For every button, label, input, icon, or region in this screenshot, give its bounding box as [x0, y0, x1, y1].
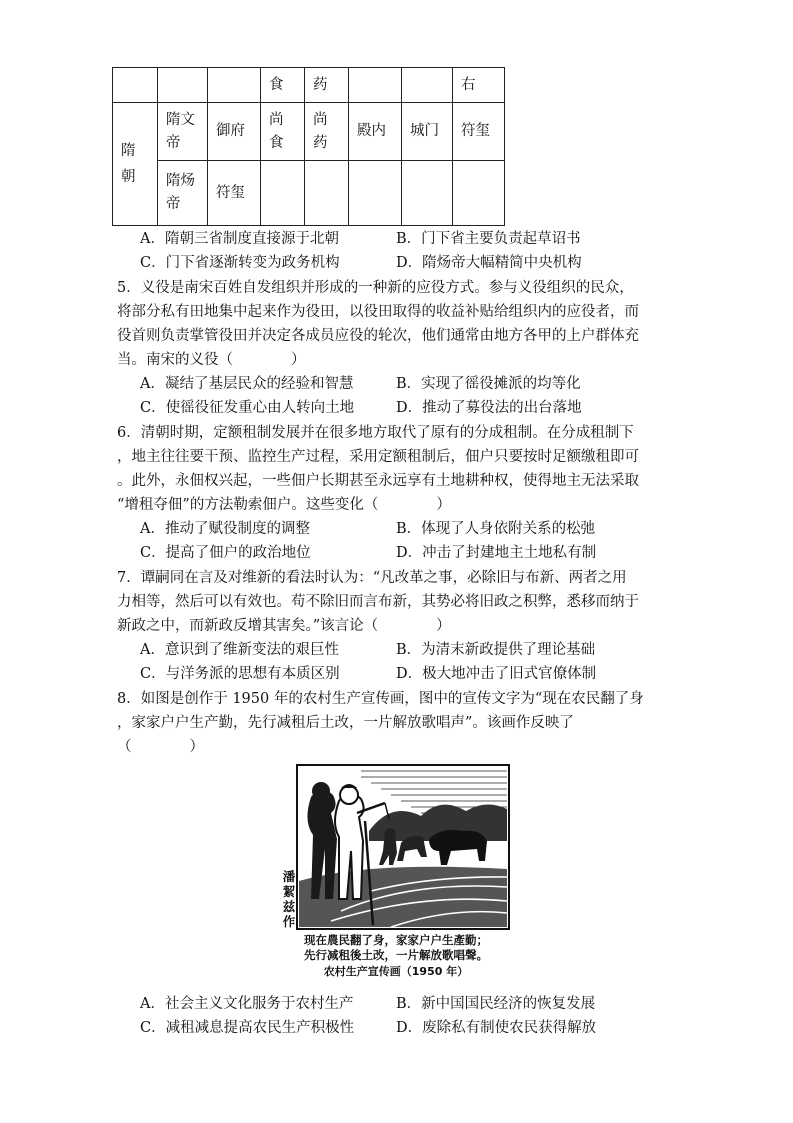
table-cell — [402, 161, 453, 226]
q7-option-b[interactable]: B．为清末新政提供了理论基础 — [396, 642, 596, 658]
table-cell: 殿内 — [349, 103, 402, 161]
q6-option-b[interactable]: B．体现了人身依附关系的松弛 — [396, 521, 596, 537]
dynasty-label: 隋朝 — [121, 143, 136, 185]
author-char: 作 — [282, 914, 296, 929]
table-row — [113, 161, 505, 226]
q8-option-c[interactable]: C．减租减息提高农民生产积极性 — [140, 1020, 355, 1036]
table-cell: 符玺 — [453, 103, 505, 161]
table-row — [113, 103, 505, 161]
q8-stem-line: 8．如图是创作于 1950 年的农村生产宣传画，图中的宣传文字为“现在农民翻了身 — [117, 691, 644, 707]
q4-option-a[interactable]: A．隋朝三省制度直接源于北朝 — [140, 231, 339, 247]
author-char: 潘 — [282, 869, 296, 884]
poster-caption-line: 先行减租後土改，一片解放歌唱聲。 — [304, 948, 488, 962]
table-cell — [349, 161, 402, 226]
q5-option-d[interactable]: D．推动了募役法的出台落地 — [396, 400, 582, 416]
emperor-label: 隋炀帝 — [166, 173, 195, 212]
table-cell — [158, 68, 208, 103]
q5-option-b[interactable]: B．实现了徭役摊派的均等化 — [396, 376, 581, 392]
q5-stem-line: 将部分私有田地集中起来作为役田，以役田取得的收益补贴给组织内的应役者，而 — [117, 304, 639, 320]
q7-stem-line: 7．谭嗣同在言及对维新的看法时认为：“凡改革之事，必除旧与布新、两者之用 — [117, 570, 627, 586]
q8-option-d[interactable]: D．废除私有制使农民获得解放 — [396, 1020, 597, 1036]
table-cell — [158, 161, 208, 226]
table-cell: 食 — [261, 68, 305, 103]
author-char: 兹 — [282, 899, 296, 914]
q4-option-b[interactable]: B．门下省主要负责起草诏书 — [396, 231, 581, 247]
q5-stem-line: 当。南宋的义役（ ） — [117, 352, 306, 368]
q4-option-c[interactable]: C．门下省逐渐转变为政务机构 — [140, 255, 340, 271]
q4-option-d[interactable]: D．隋炀帝大幅精简中央机构 — [396, 255, 582, 271]
table-cell — [402, 68, 453, 103]
q8-option-b[interactable]: B．新中国国民经济的恢复发展 — [396, 996, 596, 1012]
q5-option-a[interactable]: A．凝结了基层民众的经验和智慧 — [140, 376, 354, 392]
q7-option-d[interactable]: D．极大地冲击了旧式官僚体制 — [396, 666, 597, 682]
q6-stem-line: “增租夺佃”的方法勒索佃户。这些变化（ ） — [117, 497, 451, 513]
q8-stem-line: （ ） — [117, 739, 204, 755]
poster-woodcut-illustration — [281, 761, 511, 931]
q6-stem-line: ，地主往往要干预、监控生产过程，采用定额租制后，佃户只要按时足额缴租即可 — [117, 449, 639, 465]
q6-option-a[interactable]: A．推动了赋役制度的调整 — [140, 521, 310, 537]
table-cell: 右 — [453, 68, 505, 103]
q7-stem-line: 新政之中，而新政反增其害矣。”该言论（ ） — [117, 618, 451, 634]
q6-stem-line: 。此外，永佃权兴起，一些佃户长期甚至永远享有土地耕种权，使得地主无法采取 — [117, 473, 639, 489]
table-cell: 城门 — [402, 103, 453, 161]
cell-text: 尚食 — [269, 111, 284, 151]
emperor-label: 隋文帝 — [166, 111, 195, 151]
q5-option-c[interactable]: C．使徭役征发重心由人转向土地 — [140, 400, 355, 416]
poster-author-signature — [281, 869, 297, 929]
q8-option-a[interactable]: A．社会主义文化服务于农村生产 — [140, 996, 354, 1012]
table-cell — [261, 103, 305, 161]
q6-option-d[interactable]: D．冲击了封建地主土地私有制 — [396, 545, 597, 561]
q8-stem-line: ，家家户户生产勤，先行减租后土改，一片解放歌唱声”。该画作反映了 — [117, 715, 574, 731]
table-cell — [261, 161, 305, 226]
table-cell — [305, 103, 349, 161]
table-cell: 御府 — [208, 103, 261, 161]
q7-option-a[interactable]: A．意识到了维新变法的艰巨性 — [140, 642, 339, 658]
table-cell — [113, 68, 158, 103]
q7-stem-line: 力相等，然后可以有效也。苟不除旧而言布新，其势必将旧政之积弊，悉移而纳于 — [117, 594, 639, 610]
table-cell: 药 — [305, 68, 349, 103]
q6-option-c[interactable]: C．提高了佃户的政治地位 — [140, 545, 311, 561]
q5-stem-line: 役首则负责掌管役田并决定各成员应役的轮次，他们通常由地方各甲的上户群体充 — [117, 328, 639, 344]
author-char: 絜 — [282, 884, 296, 899]
table-cell — [453, 161, 505, 226]
table-cell: 符玺 — [208, 161, 261, 226]
dynasty-cell — [113, 103, 158, 226]
table-cell — [158, 103, 208, 161]
cell-text: 尚药 — [313, 111, 328, 151]
propaganda-poster — [281, 761, 511, 983]
sui-official-table — [112, 67, 505, 226]
q6-stem-line: 6．清朝时期，定额租制发展并在很多地方取代了原有的分成租制。在分成租制下 — [117, 425, 634, 441]
q5-stem-line: 5．义役是南宋百姓自发组织并形成的一种新的应役方式。参与义役组织的民众， — [117, 280, 634, 296]
table-cell — [305, 161, 349, 226]
poster-caption-line: 现在農民翻了身，家家户户生產勤； — [304, 933, 488, 947]
table-header-row — [113, 68, 505, 103]
q7-option-c[interactable]: C．与洋务派的思想有本质区别 — [140, 666, 340, 682]
poster-caption-title: 农村生产宣传画（1950 年） — [323, 965, 469, 978]
table-cell — [208, 68, 261, 103]
table-cell — [349, 68, 402, 103]
